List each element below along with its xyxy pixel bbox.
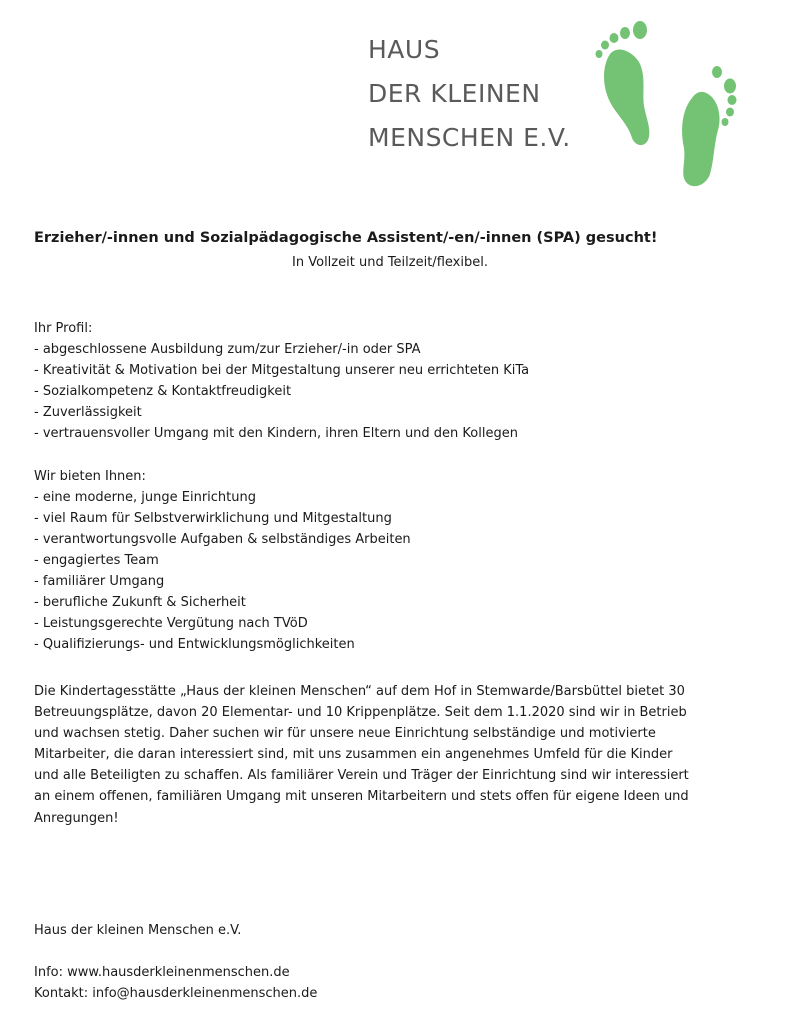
logo-wordmark: [368, 28, 571, 160]
paragraph-line: an einem offenen, familiären Umgang mit unseren Mitarbeitern und stets offen für eigene Ideen und: [34, 789, 689, 805]
list-item: - vertrauensvoller Umgang mit den Kindern, ihren Eltern und den Kollegen: [34, 426, 518, 442]
job-headline: Erzieher/-innen und Sozialpädagogische Assistent/-en/-innen (SPA) gesucht!: [34, 230, 658, 246]
email-link[interactable]: Kontakt: info@hausderkleinenmenschen.de: [34, 986, 318, 1002]
paragraph-line: und wachsen stetig. Daher suchen wir für unsere neue Einrichtung selbständige und motivierte: [34, 726, 656, 742]
logo-line-3: MENSCHEN E.V.: [368, 123, 571, 152]
list-item: - berufliche Zukunft & Sicherheit: [34, 595, 246, 611]
job-subline: In Vollzeit und Teilzeit/flexibel.: [292, 255, 488, 270]
paragraph-line: Betreuungsplätze, davon 20 Elementar- und 10 Krippenplätze. Seit dem 1.1.2020 sind wir in Betrieb: [34, 705, 687, 721]
contact-footer: [34, 920, 774, 1004]
list-item: - eine moderne, junge Einrichtung: [34, 489, 256, 505]
logo-line-2: DER KLEINEN: [368, 79, 541, 108]
spacer: [34, 445, 774, 466]
list-item: - engagiertes Team: [34, 552, 159, 568]
list-item: - viel Raum für Selbstverwirklichung und Mitgestaltung: [34, 510, 392, 526]
profile-title: Ihr Profil:: [34, 321, 93, 336]
footprints-icon: [580, 14, 760, 194]
website-link[interactable]: Info: www.hausderkleinenmenschen.de: [34, 965, 290, 981]
list-item: - Leistungsgerechte Vergütung nach TVöD: [34, 616, 308, 632]
description-paragraph: [34, 681, 774, 829]
logo-line-1: HAUS: [368, 35, 441, 64]
list-item: - familiärer Umgang: [34, 574, 165, 590]
job-details: [34, 318, 774, 655]
offer-list: [34, 487, 774, 656]
list-item: - Kreativität & Motivation bei der Mitgestaltung unserer neu errichteten KiTa: [34, 363, 530, 379]
list-item: - verantwortungsvolle Aufgaben & selbständiges Arbeiten: [34, 531, 411, 547]
paragraph-line: Anregungen!: [34, 810, 119, 826]
list-item: - Zuverlässigkeit: [34, 405, 142, 421]
profile-list: [34, 339, 774, 444]
paragraph-line: Die Kindertagesstätte „Haus der kleinen Menschen“ auf dem Hof in Stemwarde/Barsbüttel bietet 30: [34, 684, 685, 699]
paragraph-line: und alle Beteiligten zu schaffen. Als familiärer Verein und Träger der Einrichtung sind wir interessiert: [34, 768, 689, 784]
paragraph-line: Mitarbeiter, die daran interessiert sind, mit uns zusammen ein angenehmes Umfeld für die Kinder: [34, 747, 673, 763]
offer-title: Wir bieten Ihnen:: [34, 468, 146, 484]
list-item: - Sozialkompetenz & Kontaktfreudigkeit: [34, 384, 292, 400]
organization-name: Haus der kleinen Menschen e.V.: [34, 923, 242, 938]
list-item: - Qualifizierungs- und Entwicklungsmöglichkeiten: [34, 637, 355, 653]
list-item: - abgeschlossene Ausbildung zum/zur Erzieher/-in oder SPA: [34, 342, 421, 358]
organization-logo: [368, 28, 768, 198]
spacer: [34, 941, 774, 962]
